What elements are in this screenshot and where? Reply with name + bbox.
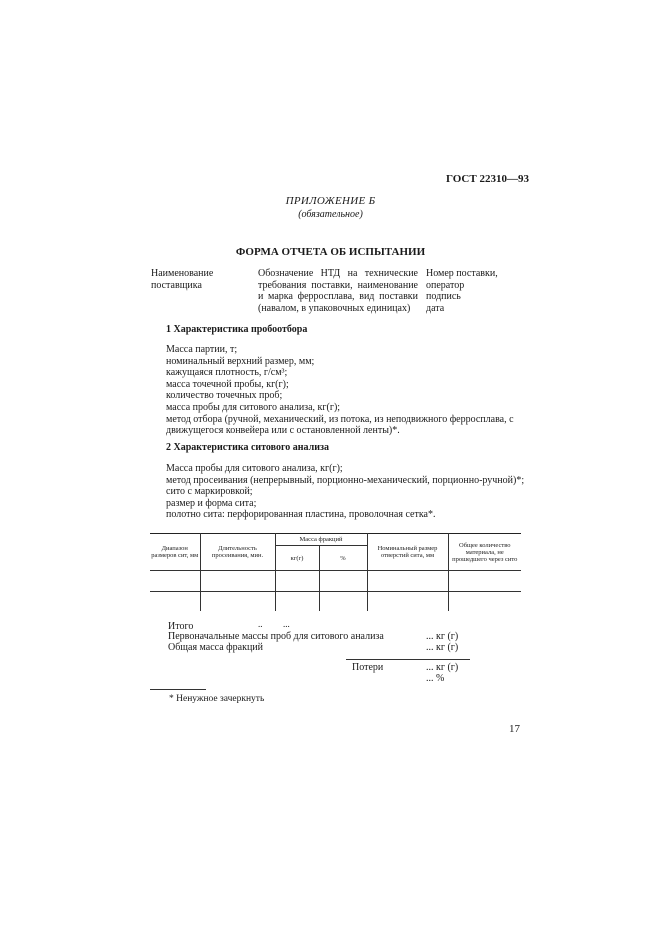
table-row [150,571,521,592]
losses-value-kg: ... кг (г) [426,662,459,673]
list-item: Масса партии, т; [166,344,238,355]
col-duration: Длительность просеивания, мин. [200,534,275,571]
list-item: масса пробы для ситового анализа, кг(г); [166,401,341,413]
ntd-designation-label: Обозначение НТД на технические требования поставки, наименование и марка ферросплава, вид поставки (навалом, в упаковочных единицах) [258,268,418,314]
section1-title: 1 Характеристика пробоотбора [166,324,308,335]
list-item: количество точечных проб; [166,390,283,402]
col-fraction-mass: Масса фракций [275,534,367,546]
list-item: метод просеивания (непрерывный, порционно-механический, порционно-ручной)*; [166,474,525,486]
list-item: размер и форма сита; [166,497,257,509]
col-mass-pct: % [319,546,367,571]
report-title: ФОРМА ОТЧЕТА ОБ ИСПЫТАНИИ [235,246,426,258]
section1-list [166,344,538,437]
footnote: * Ненужное зачеркнуть [169,694,265,704]
operator: оператор [426,279,465,291]
appendix-status: (обязательное) [298,209,363,220]
fractions-mass-label: Общая масса фракций [168,642,264,653]
list-item: метод отбора (ручной, механический, из потока, из неподвижного ферросплава, с движущегося конвейера или с остановленной ленты)*. [166,413,514,437]
list-item: масса точечной пробы, кг(г); [166,378,289,390]
standard-code: ГОСТ 22310—93 [446,173,529,185]
total-label: Итого [168,621,194,632]
col-mass-kg: кг(г) [275,546,319,571]
footnote-divider [150,689,206,690]
losses-divider [346,659,470,660]
list-item: сито с маркировкой; [166,486,253,498]
col-sieve-size: Диапазон размеров сит, мм [150,534,200,571]
page-number: 17 [509,723,520,735]
supplier-name-label: Наименование поставщика [151,268,214,291]
total-dots-b: ... [283,619,290,629]
list-item: полотно сита: перфорированная пластина, проволочная сетка*. [166,509,436,521]
list-item: Масса пробы для ситового анализа, кг(г); [166,463,343,474]
section2-title: 2 Характеристика ситового анализа [166,442,330,453]
losses-value-pct: ... % [426,673,445,684]
col-total-retained: Общее количество материала, не прошедшего через сито [448,534,521,571]
list-item: номинальный верхний размер, мм; [166,355,315,367]
appendix-title: ПРИЛОЖЕНИЕ Б [285,195,376,207]
signature: подпись [426,291,461,302]
delivery-number: Номер поставки, [426,268,498,279]
section2-list [166,463,538,521]
fractions-mass-value: ... кг (г) [426,642,459,653]
table-row [150,592,521,612]
total-dots-a: .. [258,619,263,629]
list-item: кажущаяся плотность, г/см³; [166,367,288,379]
losses-label: Потери [352,662,384,673]
initial-mass-value: ... кг (г) [426,631,459,642]
initial-mass-label: Первоначальные массы проб для ситового анализа [168,631,384,642]
date: дата [426,302,445,314]
sieve-report-table [150,533,521,611]
delivery-info-label [426,268,526,314]
col-aperture: Номинальный размер отверстий сита, мм [367,534,448,571]
